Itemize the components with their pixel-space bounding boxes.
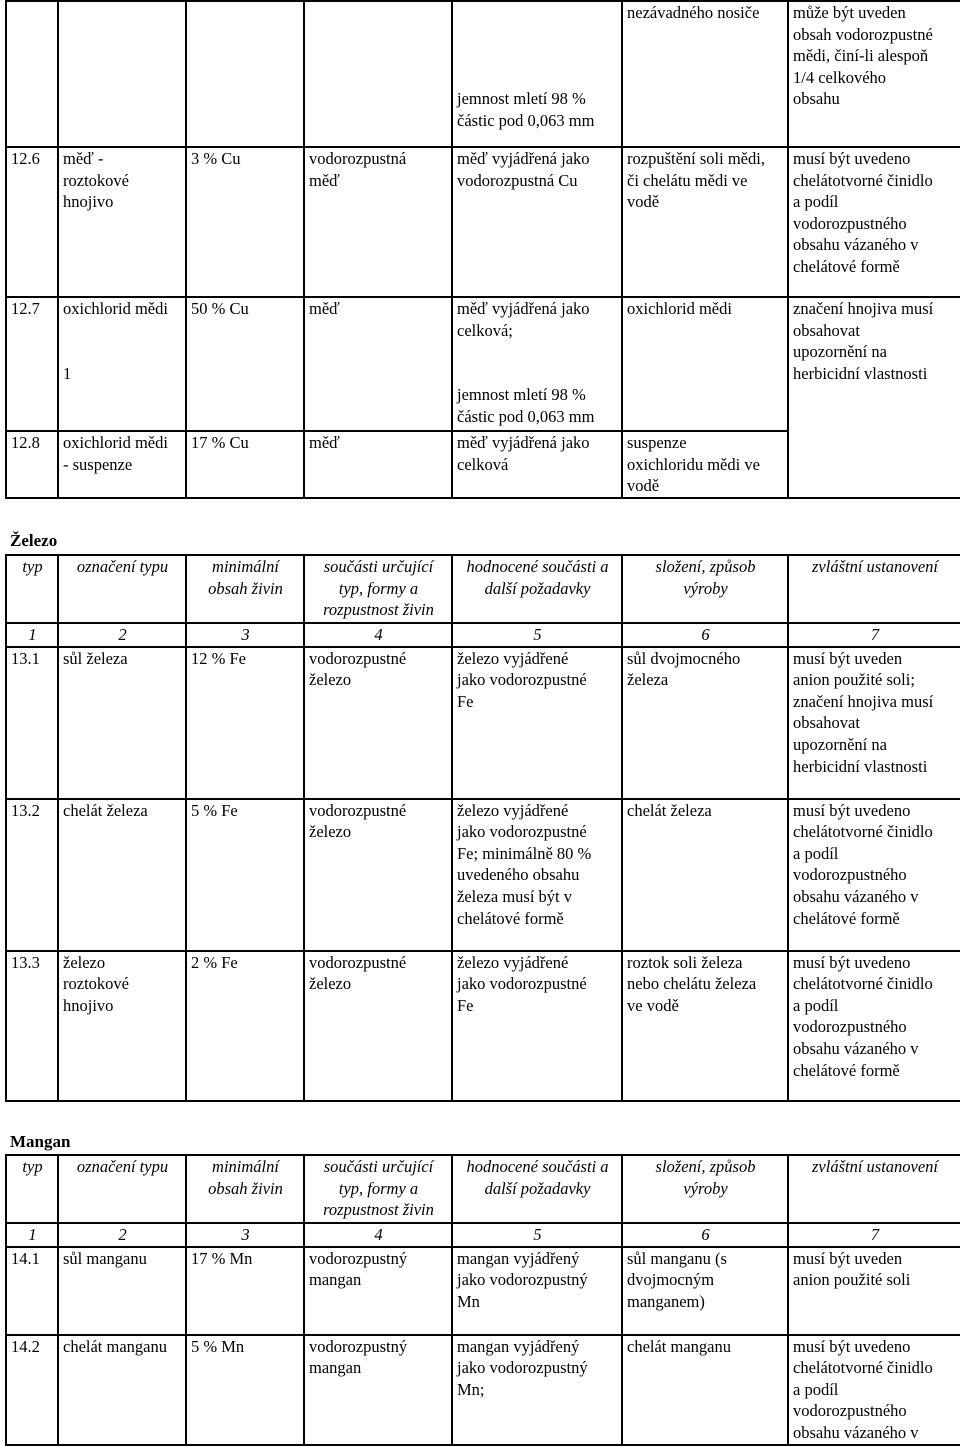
cell-special: může být uveden obsah vodorozpustné mědi, činí-li alespoň 1/4 celkového obsahu: [788, 1, 960, 147]
cell-components: vodorozpustný mangan: [304, 1247, 452, 1335]
header-special: zvláštní ustanovení: [788, 555, 960, 623]
cell-min-content: 12 % Fe: [186, 647, 304, 799]
header-min-content: minimální obsah živin: [186, 1155, 304, 1223]
cell-composition: oxichlorid mědi: [622, 297, 788, 431]
column-number: 2: [58, 623, 186, 647]
section-title-iron: Železo: [10, 531, 58, 550]
table-header-row: [6, 1155, 960, 1223]
column-number: 6: [622, 1223, 788, 1247]
cell-type: 14.2: [6, 1335, 58, 1445]
column-number: 5: [452, 623, 622, 647]
header-min-content: minimální obsah živin: [186, 555, 304, 623]
table-row: [6, 1335, 960, 1445]
cell-name: chelát železa: [58, 799, 186, 951]
cell-min-content: 17 % Mn: [186, 1247, 304, 1335]
manganese-table: [5, 1154, 960, 1446]
cell-name: sůl manganu: [58, 1247, 186, 1335]
cell-special: musí být uveden anion použité soli: [788, 1247, 960, 1335]
cell-name: měď - roztokové hnojivo: [58, 147, 186, 297]
cell-evaluated: měď vyjádřená jako celková; jemnost mletí 98 % částic pod 0,063 mm: [452, 297, 622, 431]
column-number: 6: [622, 623, 788, 647]
table-row: [6, 1247, 960, 1335]
cell-evaluated: mangan vyjádřený jako vodorozpustný Mn: [452, 1247, 622, 1335]
header-composition: složení, způsob výroby: [622, 1155, 788, 1223]
column-number: 7: [788, 623, 960, 647]
cell-type: 13.1: [6, 647, 58, 799]
cell-special: musí být uvedeno chelátotvorné činidlo a podíl vodorozpustného obsahu vázaného v chelátové formě: [788, 799, 960, 951]
cell-min-content: 17 % Cu: [186, 431, 304, 498]
cell-type: 13.2: [6, 799, 58, 951]
header-special: zvláštní ustanovení: [788, 1155, 960, 1223]
cell-name: železo roztokové hnojivo: [58, 951, 186, 1101]
cell-composition: chelát manganu: [622, 1335, 788, 1445]
cell-evaluated: železo vyjádřené jako vodorozpustné Fe; minimálně 80 % uvedeného obsahu železa musí být v chelátové formě: [452, 799, 622, 951]
column-number: 1: [6, 623, 58, 647]
cell-type: 12.6: [6, 147, 58, 297]
cell-composition: nezávadného nosiče: [622, 1, 788, 147]
column-number: 3: [186, 623, 304, 647]
column-number: 1: [6, 1223, 58, 1247]
header-type: typ: [6, 1155, 58, 1223]
cell-name: sůl železa: [58, 647, 186, 799]
column-number: 4: [304, 1223, 452, 1247]
cell-type: [6, 1, 58, 147]
cell-composition: sůl dvojmocného železa: [622, 647, 788, 799]
section-title-manganese: Mangan: [10, 1132, 71, 1151]
cell-special: musí být uvedeno chelátotvorné činidlo a podíl vodorozpustného obsahu vázaného v: [788, 1335, 960, 1445]
table-row: [6, 147, 960, 297]
cell-min-content: 5 % Mn: [186, 1335, 304, 1445]
column-number: 7: [788, 1223, 960, 1247]
cell-name: oxichlorid mědi 1: [58, 297, 186, 431]
cell-components: [304, 1, 452, 147]
cell-evaluated: měď vyjádřená jako celková: [452, 431, 622, 498]
cell-type: 13.3: [6, 951, 58, 1101]
header-composition: složení, způsob výroby: [622, 555, 788, 623]
header-type: typ: [6, 555, 58, 623]
copper-table: [5, 0, 960, 499]
header-evaluated: hodnocené součásti a další požadavky: [452, 1155, 622, 1223]
cell-type: 12.7: [6, 297, 58, 431]
cell-min-content: 50 % Cu: [186, 297, 304, 431]
cell-components: vodorozpustné železo: [304, 951, 452, 1101]
cell-special: musí být uvedeno chelátotvorné činidlo a podíl vodorozpustného obsahu vázaného v chelátové formě: [788, 951, 960, 1101]
table-row: [6, 297, 960, 431]
table-number-row: [6, 1223, 960, 1247]
cell-components: vodorozpustná měď: [304, 147, 452, 297]
column-number: 4: [304, 623, 452, 647]
cell-name: oxichlorid mědi - suspenze: [58, 431, 186, 498]
cell-composition: chelát železa: [622, 799, 788, 951]
column-number: 2: [58, 1223, 186, 1247]
header-name: označení typu: [58, 555, 186, 623]
cell-components: vodorozpustný mangan: [304, 1335, 452, 1445]
cell-min-content: 2 % Fe: [186, 951, 304, 1101]
cell-evaluated: železo vyjádřené jako vodorozpustné Fe: [452, 951, 622, 1101]
cell-components: měď: [304, 431, 452, 498]
cell-composition: sůl manganu (s dvojmocným manganem): [622, 1247, 788, 1335]
cell-evaluated: měď vyjádřená jako vodorozpustná Cu: [452, 147, 622, 297]
table-row: [6, 799, 960, 951]
header-components: součásti určující typ, formy a rozpustnost živin: [304, 555, 452, 623]
cell-min-content: 3 % Cu: [186, 147, 304, 297]
cell-type: 14.1: [6, 1247, 58, 1335]
cell-components: vodorozpustné železo: [304, 799, 452, 951]
table-row: [6, 951, 960, 1101]
cell-special: musí být uveden anion použité soli; značení hnojiva musí obsahovat upozornění na herbicidní vlastnosti: [788, 647, 960, 799]
header-evaluated: hodnocené součásti a další požadavky: [452, 555, 622, 623]
cell-name: [58, 1, 186, 147]
cell-special: značení hnojiva musí obsahovat upozornění na herbicidní vlastnosti: [788, 297, 960, 498]
table-row: [6, 1, 960, 147]
cell-type: 12.8: [6, 431, 58, 498]
cell-min-content: [186, 1, 304, 147]
table-row: [6, 647, 960, 799]
cell-components: měď: [304, 297, 452, 431]
cell-evaluated: mangan vyjádřený jako vodorozpustný Mn;: [452, 1335, 622, 1445]
cell-evaluated: železo vyjádřené jako vodorozpustné Fe: [452, 647, 622, 799]
cell-composition: suspenze oxichloridu mědi ve vodě: [622, 431, 788, 498]
cell-name: chelát manganu: [58, 1335, 186, 1445]
table-number-row: [6, 623, 960, 647]
table-header-row: [6, 555, 960, 623]
header-name: označení typu: [58, 1155, 186, 1223]
cell-special: musí být uvedeno chelátotvorné činidlo a podíl vodorozpustného obsahu vázaného v chelátové formě: [788, 147, 960, 297]
cell-components: vodorozpustné železo: [304, 647, 452, 799]
header-components: součásti určující typ, formy a rozpustnost živin: [304, 1155, 452, 1223]
cell-composition: roztok soli železa nebo chelátu železa ve vodě: [622, 951, 788, 1101]
iron-table: [5, 554, 960, 1102]
cell-evaluated: jemnost mletí 98 % částic pod 0,063 mm: [452, 1, 622, 147]
cell-composition: rozpuštění soli mědi, či chelátu mědi ve vodě: [622, 147, 788, 297]
column-number: 5: [452, 1223, 622, 1247]
column-number: 3: [186, 1223, 304, 1247]
cell-min-content: 5 % Fe: [186, 799, 304, 951]
